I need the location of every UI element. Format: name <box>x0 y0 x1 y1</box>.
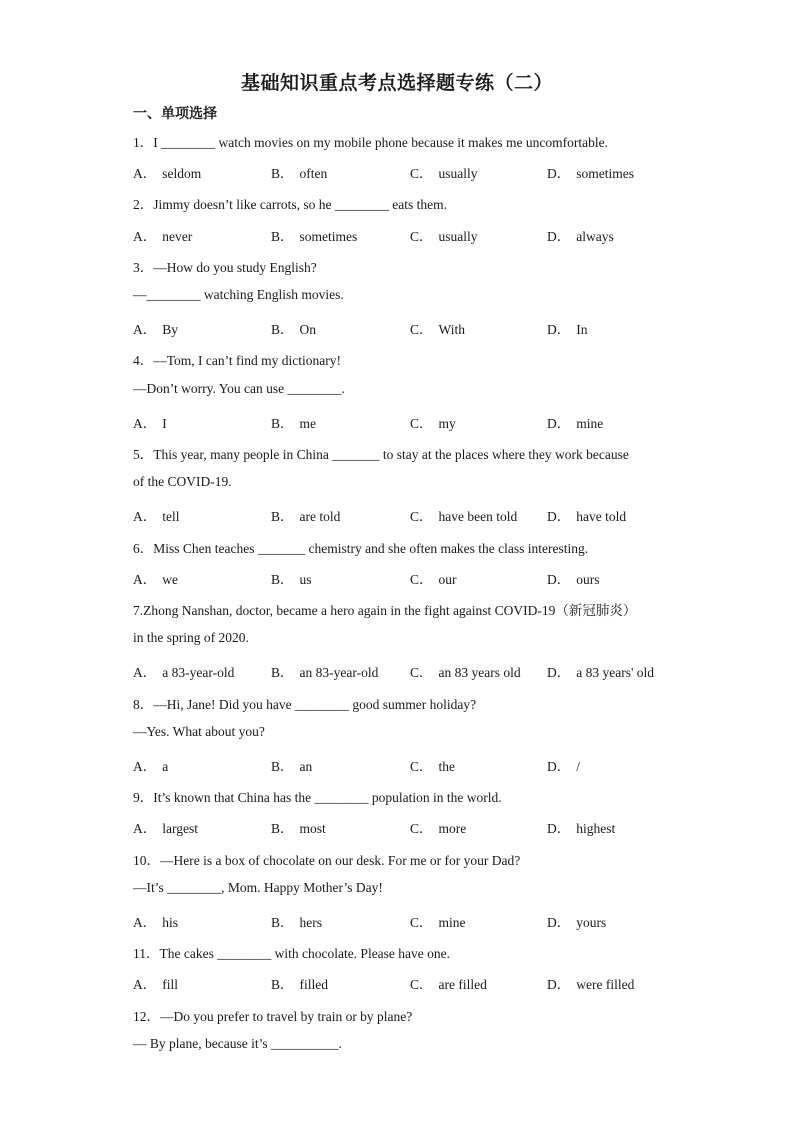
option-a[interactable] <box>133 755 168 775</box>
option-b[interactable] <box>271 817 326 837</box>
option-c[interactable] <box>410 318 465 338</box>
option-c[interactable] <box>410 911 466 931</box>
option-text: have told <box>576 509 627 524</box>
option-c[interactable] <box>410 505 517 525</box>
option-letter: D． <box>547 665 571 680</box>
option-letter: B． <box>271 821 294 836</box>
option-d[interactable] <box>547 162 634 182</box>
option-text: an <box>299 759 313 774</box>
option-letter: D． <box>547 759 571 774</box>
question-5-text: of the COVID-19. <box>133 474 232 489</box>
question-9-text: 9．It’s known that China has the ________ population in the world. <box>133 790 502 805</box>
option-b[interactable] <box>271 661 378 681</box>
question-9-options <box>133 817 693 835</box>
option-text: never <box>162 229 193 244</box>
option-text: On <box>299 322 317 337</box>
option-d[interactable] <box>547 568 600 588</box>
question-2-text: 2．Jimmy doesn’t like carrots, so he ________ eats them. <box>133 197 447 212</box>
option-text: an 83-year-old <box>299 665 379 680</box>
option-text: / <box>576 759 581 774</box>
option-b[interactable] <box>271 225 357 245</box>
option-text: a 83 years' old <box>576 665 655 680</box>
option-text: us <box>299 572 312 587</box>
question-6-text: 6．Miss Chen teaches _______ chemistry and she often makes the class interesting. <box>133 541 589 556</box>
option-d[interactable] <box>547 318 588 338</box>
question-7-options <box>133 661 693 679</box>
option-text: hers <box>299 915 323 930</box>
option-letter: C． <box>410 229 433 244</box>
option-b[interactable] <box>271 412 316 432</box>
question-12-text: — By plane, because it’s __________. <box>133 1036 342 1051</box>
option-letter: C． <box>410 166 433 181</box>
question-3-text: —________ watching English movies. <box>133 287 344 302</box>
option-letter: A． <box>133 166 157 181</box>
option-c[interactable] <box>410 412 456 432</box>
option-text: By <box>162 322 179 337</box>
option-text: are filled <box>438 977 487 992</box>
option-letter: D． <box>547 322 571 337</box>
option-d[interactable] <box>547 755 580 775</box>
option-letter: B． <box>271 166 294 181</box>
option-letter: A． <box>133 915 157 930</box>
question-1-options <box>133 162 693 180</box>
option-text: I <box>162 416 167 431</box>
option-letter: A． <box>133 977 157 992</box>
option-letter: C． <box>410 322 433 337</box>
option-a[interactable] <box>133 318 178 338</box>
option-text: we <box>162 572 178 587</box>
option-text: highest <box>576 821 616 836</box>
option-text: always <box>576 229 614 244</box>
option-letter: C． <box>410 572 433 587</box>
option-letter: C． <box>410 665 433 680</box>
option-c[interactable] <box>410 661 521 681</box>
option-text: mine <box>438 915 466 930</box>
option-letter: D． <box>547 416 571 431</box>
question-8-text: —Yes. What about you? <box>133 724 265 739</box>
option-d[interactable] <box>547 911 606 931</box>
option-letter: A． <box>133 665 157 680</box>
option-text: seldom <box>162 166 202 181</box>
option-a[interactable] <box>133 162 201 182</box>
option-letter: A． <box>133 229 157 244</box>
option-text: an 83 years old <box>438 665 521 680</box>
option-letter: D． <box>547 166 571 181</box>
question-11-text: 11．The cakes ________ with chocolate. Please have one. <box>133 946 451 961</box>
option-c[interactable] <box>410 817 466 837</box>
option-text: ours <box>576 572 600 587</box>
option-a[interactable] <box>133 817 198 837</box>
question-4-options <box>133 412 693 430</box>
option-a[interactable] <box>133 225 192 245</box>
option-letter: D． <box>547 915 571 930</box>
option-d[interactable] <box>547 505 626 525</box>
option-letter: B． <box>271 416 294 431</box>
option-d[interactable] <box>547 661 654 681</box>
option-text: often <box>299 166 328 181</box>
question-4-text: —Don’t worry. You can use ________. <box>133 381 345 396</box>
option-text: sometimes <box>299 229 358 244</box>
option-letter: B． <box>271 322 294 337</box>
option-c[interactable] <box>410 755 455 775</box>
option-letter: B． <box>271 572 294 587</box>
section-heading: 一、单项选择 <box>133 106 217 122</box>
option-letter: C． <box>410 509 433 524</box>
option-text: a <box>162 759 169 774</box>
option-text: With <box>438 322 465 337</box>
question-10-text: 10．—Here is a box of chocolate on our desk. For me or for your Dad? <box>133 853 521 868</box>
option-letter: A． <box>133 572 157 587</box>
option-text: are told <box>299 509 341 524</box>
option-letter: C． <box>410 977 433 992</box>
option-letter: D． <box>547 572 571 587</box>
question-5-text: 5．This year, many people in China _______ to stay at the places where they work because <box>133 447 629 462</box>
question-5-options <box>133 505 693 523</box>
question-11-options <box>133 973 693 991</box>
option-text: usually <box>438 229 478 244</box>
option-c[interactable] <box>410 162 478 182</box>
option-c[interactable] <box>410 568 457 588</box>
question-7-text: in the spring of 2020. <box>133 630 249 645</box>
option-letter: A． <box>133 322 157 337</box>
option-b[interactable] <box>271 973 328 993</box>
option-d[interactable] <box>547 817 615 837</box>
option-text: filled <box>299 977 329 992</box>
option-text: a 83-year-old <box>162 665 235 680</box>
option-d[interactable] <box>547 412 603 432</box>
option-text: were filled <box>576 977 635 992</box>
option-letter: C． <box>410 759 433 774</box>
option-text: yours <box>576 915 607 930</box>
question-10-text: —It’s ________, Mom. Happy Mother’s Day! <box>133 880 383 895</box>
option-letter: C． <box>410 821 433 836</box>
question-7-text: 7.Zhong Nanshan, doctor, became a hero again in the fight against COVID-19（新冠肺炎） <box>133 603 637 618</box>
option-a[interactable] <box>133 973 178 993</box>
question-3-options <box>133 318 693 336</box>
option-letter: A． <box>133 821 157 836</box>
option-text: our <box>438 572 457 587</box>
option-letter: B． <box>271 915 294 930</box>
option-letter: C． <box>410 915 433 930</box>
option-text: largest <box>162 821 198 836</box>
option-letter: B． <box>271 977 294 992</box>
option-text: the <box>438 759 456 774</box>
option-text: usually <box>438 166 478 181</box>
option-b[interactable] <box>271 568 312 588</box>
option-b[interactable] <box>271 505 340 525</box>
option-letter: D． <box>547 821 571 836</box>
option-d[interactable] <box>547 225 614 245</box>
page-title: 基础知识重点考点选择题专练（二） <box>240 72 553 94</box>
option-letter: A． <box>133 416 157 431</box>
option-letter: C． <box>410 416 433 431</box>
option-text: have been told <box>438 509 518 524</box>
option-a[interactable] <box>133 568 178 588</box>
question-1-text: 1．I ________ watch movies on my mobile phone because it makes me uncomfortable. <box>133 135 609 150</box>
option-a[interactable] <box>133 412 167 432</box>
question-4-text: 4．—Tom, I can’t find my dictionary! <box>133 353 342 368</box>
option-letter: D． <box>547 229 571 244</box>
option-letter: B． <box>271 509 294 524</box>
option-text: more <box>438 821 467 836</box>
option-text: his <box>162 915 179 930</box>
question-8-options <box>133 755 693 773</box>
option-text: In <box>576 322 588 337</box>
option-a[interactable] <box>133 911 178 931</box>
option-text: sometimes <box>576 166 634 181</box>
option-b[interactable] <box>271 162 327 182</box>
option-a[interactable] <box>133 505 180 525</box>
option-letter: B． <box>271 229 294 244</box>
option-b[interactable] <box>271 911 322 931</box>
option-d[interactable] <box>547 973 634 993</box>
question-2-options <box>133 225 693 243</box>
option-letter: B． <box>271 759 294 774</box>
option-text: me <box>299 416 317 431</box>
option-b[interactable] <box>271 318 316 338</box>
question-12-text: 12．—Do you prefer to travel by train or by plane? <box>133 1009 413 1024</box>
option-letter: A． <box>133 759 157 774</box>
option-text: my <box>438 416 456 431</box>
option-text: mine <box>576 416 604 431</box>
option-c[interactable] <box>410 973 487 993</box>
question-3-text: 3．—How do you study English? <box>133 260 317 275</box>
option-c[interactable] <box>410 225 478 245</box>
option-a[interactable] <box>133 661 234 681</box>
option-b[interactable] <box>271 755 312 775</box>
question-6-options <box>133 568 693 586</box>
question-8-text: 8．—Hi, Jane! Did you have ________ good summer holiday? <box>133 697 477 712</box>
option-text: fill <box>162 977 178 992</box>
option-letter: B． <box>271 665 294 680</box>
question-10-options <box>133 911 693 929</box>
option-text: tell <box>162 509 180 524</box>
option-letter: A． <box>133 509 157 524</box>
option-text: most <box>299 821 326 836</box>
option-letter: D． <box>547 509 571 524</box>
option-letter: D． <box>547 977 571 992</box>
